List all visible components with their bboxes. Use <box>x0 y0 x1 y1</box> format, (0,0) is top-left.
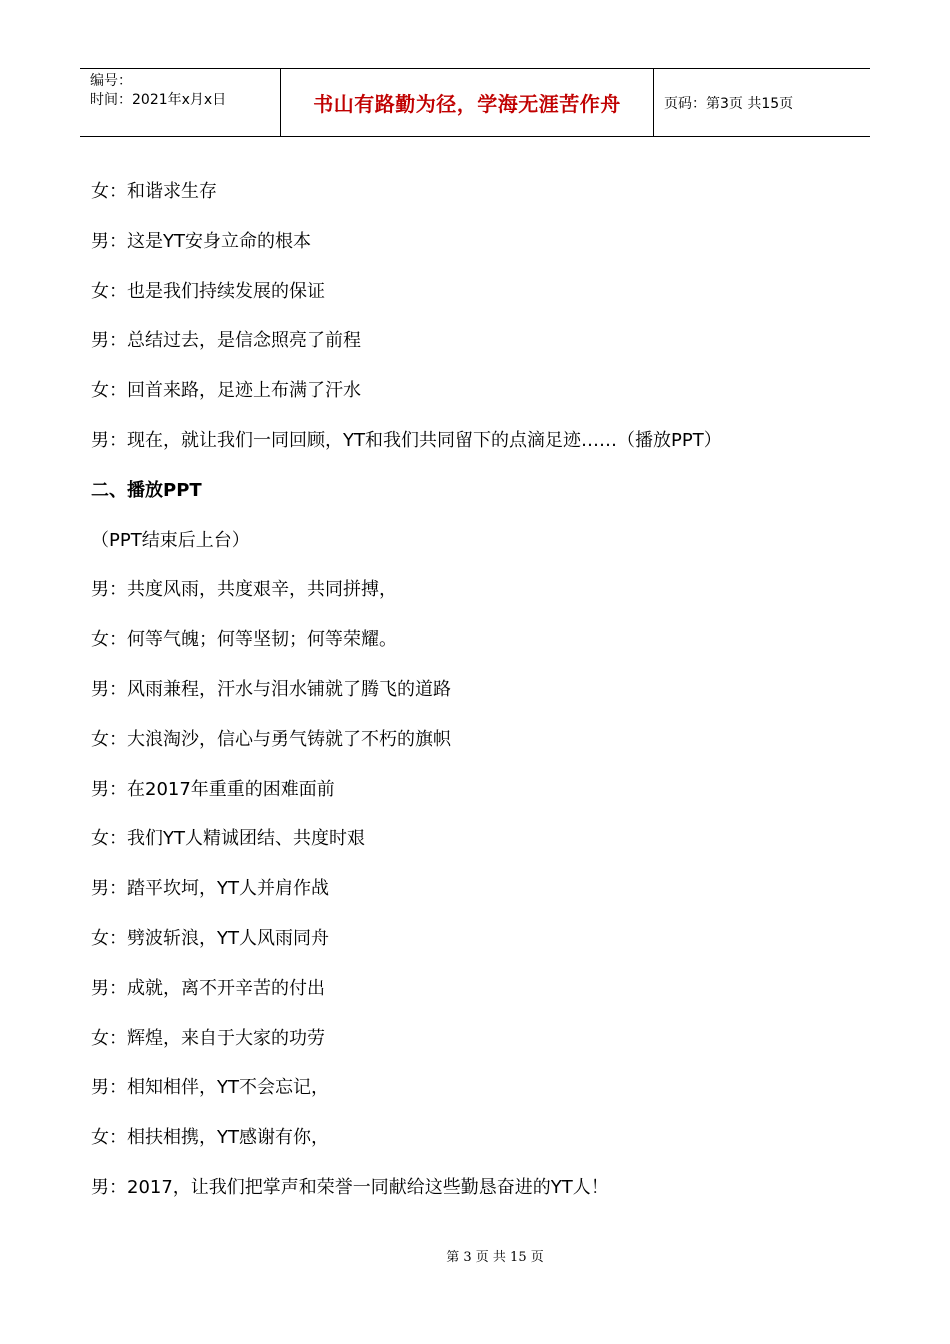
dialogue-line: 男：踏平坎坷，YT人并肩作战 <box>91 878 329 900</box>
dialogue-line: 女：我们YT人精诚团结、共度时艰 <box>91 828 365 850</box>
dialogue-line: 男：总结过去，是信念照亮了前程 <box>91 330 361 352</box>
dialogue-line: 男：在2017年重重的困难面前 <box>91 778 335 800</box>
dialogue-line: 女：也是我们持续发展的保证 <box>91 280 325 302</box>
document-body <box>91 178 871 1224</box>
header-motto: 书山有路勤为径，学海无涯苦作舟 <box>281 69 654 136</box>
page-footer: 第 3 页 共 15 页 <box>446 1250 544 1265</box>
dialogue-line: 女：回首来路，足迹上布满了汗水 <box>91 380 361 402</box>
section-heading: 二、播放PPT <box>91 479 202 501</box>
dialogue-line: 男：这是YT安身立命的根本 <box>91 230 311 252</box>
document-date: 时间：2021年x月x日 <box>90 92 227 108</box>
dialogue-line: 男：现在，就让我们一同回顾，YT和我们共同留下的点滴足迹……（播放PPT） <box>91 429 722 451</box>
dialogue-line: 女：和谐求生存 <box>91 181 217 202</box>
header-page-info: 页码：第3页 共15页 <box>664 95 794 112</box>
dialogue-line: 男：成就，离不开辛苦的付出 <box>91 977 325 999</box>
dialogue-line: 男：2017，让我们把掌声和荣誉一同献给这些勤恳奋进的YT人！ <box>91 1176 609 1198</box>
dialogue-line: 女：相扶相携，YT感谢有你， <box>91 1127 329 1149</box>
dialogue-line: 女：何等气魄；何等坚韧；何等荣耀。 <box>91 629 397 651</box>
dialogue-line: 男：共度风雨，共度艰辛，共同拼搏， <box>91 579 397 601</box>
header-meta <box>80 69 281 136</box>
document-number-label: 编号： <box>90 73 132 89</box>
dialogue-line: 男：相知相伴，YT不会忘记， <box>91 1077 329 1099</box>
dialogue-line: 女：劈波斩浪，YT人风雨同舟 <box>91 927 329 949</box>
dialogue-line: 男：风雨兼程，汗水与泪水铺就了腾飞的道路 <box>91 678 451 700</box>
dialogue-line: 女：大浪淘沙，信心与勇气铸就了不朽的旗帜 <box>91 728 451 750</box>
page-header <box>80 68 870 137</box>
stage-note: （PPT结束后上台） <box>91 529 250 551</box>
dialogue-line: 女：辉煌，来自于大家的功劳 <box>91 1027 325 1049</box>
